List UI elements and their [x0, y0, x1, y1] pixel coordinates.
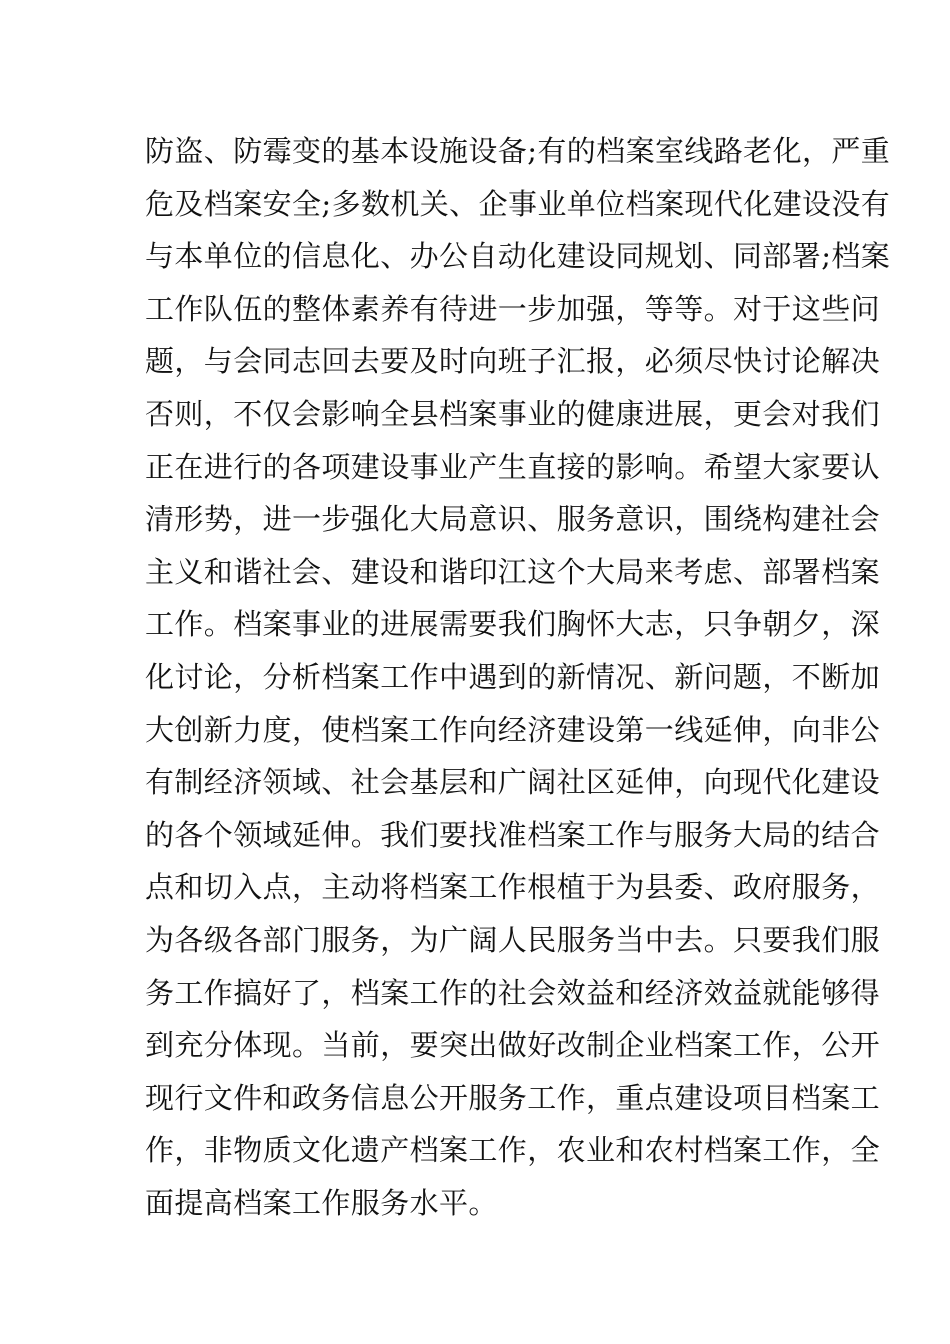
paragraph-line: 与本单位的信息化、办公自动化建设同规划、同部署;档案: [145, 239, 891, 274]
paragraph-line: 危及档案安全;多数机关、企事业单位档案现代化建设没有: [145, 186, 891, 221]
paragraph-line: 工作队伍的整体素养有待进一步加强，等等。对于这些问: [145, 291, 881, 326]
paragraph-line: 正在进行的各项建设事业产生直接的影响。希望大家要认: [145, 449, 881, 484]
paragraph-line: 为各级各部门服务，为广阔人民服务当中去。只要我们服: [145, 922, 881, 957]
paragraph-line: 作，非物质文化遗产档案工作，农业和农村档案工作，全: [145, 1133, 881, 1168]
paragraph-line: 题，与会同志回去要及时向班子汇报，必须尽快讨论解决: [145, 344, 881, 379]
paragraph-line: 化讨论，分析档案工作中遇到的新情况、新问题，不断加: [145, 659, 881, 694]
paragraph-line: 大创新力度，使档案工作向经济建设第一线延伸，向非公: [145, 712, 881, 747]
paragraph-line: 务工作搞好了，档案工作的社会效益和经济效益就能够得: [145, 975, 881, 1010]
paragraph-line: 工作。档案事业的进展需要我们胸怀大志，只争朝夕，深: [145, 607, 881, 642]
paragraph-line: 现行文件和政务信息公开服务工作，重点建设项目档案工: [145, 1080, 881, 1115]
paragraph-line: 有制经济领域、社会基层和广阔社区延伸，向现代化建设: [145, 765, 881, 800]
paragraph-line: 主义和谐社会、建设和谐印江这个大局来考虑、部署档案: [145, 554, 881, 589]
paragraph-line: 面提高档案工作服务水平。: [145, 1185, 498, 1220]
paragraph-line: 否则，不仅会影响全县档案事业的健康进展，更会对我们: [145, 396, 881, 431]
paragraph-line: 的各个领域延伸。我们要找准档案工作与服务大局的结合: [145, 817, 881, 852]
paragraph-line: 点和切入点，主动将档案工作根植于为县委、政府服务，: [145, 870, 881, 905]
paragraph-line: 清形势，进一步强化大局意识、服务意识，围绕构建社会: [145, 502, 881, 537]
body-paragraph: [145, 128, 891, 1232]
paragraph-line: 到充分体现。当前，要突出做好改制企业档案工作，公开: [145, 1028, 881, 1063]
paragraph-line: 防盗、防霉变的基本设施设备;有的档案室线路老化，严重: [145, 134, 891, 168]
